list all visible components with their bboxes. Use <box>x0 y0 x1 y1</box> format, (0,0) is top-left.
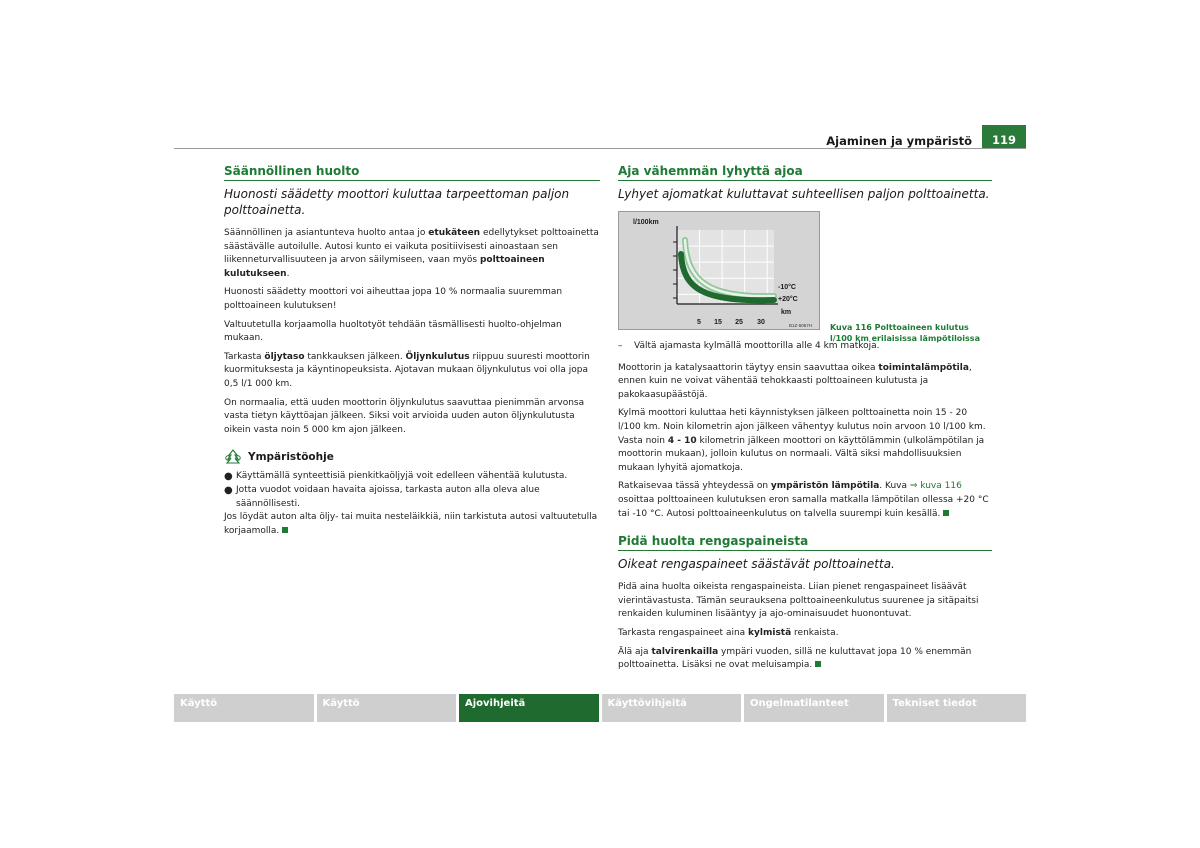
list-item-text: Käyttämällä synteettisiä pienkitkaöljyjä voit edelleen vähentää kulutusta. <box>236 471 568 482</box>
section-lead: Oikeat rengaspaineet säästävät polttoainetta. <box>618 557 895 572</box>
list-item-text: Jotta vuodot voidaan havaita ajoissa, tarkasta auton alla oleva alue säännöllisesti. <box>236 484 540 509</box>
paragraph <box>618 627 992 641</box>
list-continuation <box>224 511 600 538</box>
footer-tab-ongelmatilanteet[interactable]: Ongelmatilanteet <box>744 694 884 722</box>
bold-text: etukäteen <box>428 228 481 238</box>
paragraph: Huonosti säädetty moottori voi aiheuttaa jopa 10 % normaalia suuremman polttoaineen kulutuksen! <box>224 287 563 311</box>
text: Tarkasta <box>224 351 265 362</box>
dash-marker: – <box>618 341 623 351</box>
environment-note-header <box>224 449 600 465</box>
legend-label-cold: -10°C <box>778 284 796 291</box>
running-header: Ajaminen ja ympäristö <box>826 134 972 148</box>
chart-ticks <box>697 319 765 326</box>
bullet-icon: ● <box>224 484 233 496</box>
environment-note <box>224 449 600 538</box>
chart-ylabel: l/100km <box>633 219 659 226</box>
bullet-icon: ● <box>224 471 233 483</box>
bold-text: ympäristön lämpötila <box>770 481 880 492</box>
left-column <box>224 164 600 538</box>
chart-xlabel: km <box>781 309 792 316</box>
paragraph <box>618 480 992 521</box>
end-marker-icon <box>943 510 949 516</box>
paragraph <box>224 351 600 392</box>
figure-caption: Kuva 116 Polttoaineen kulutus l/100 km erilaisissa lämpötiloissa <box>830 323 980 343</box>
bold-text: toimintalämpötila <box>878 362 969 373</box>
text: . Kuva <box>879 481 910 492</box>
header-rule <box>174 148 1026 149</box>
bold-text: polttoaineen kulutukseen <box>224 255 545 279</box>
text: Tarkasta rengaspaineet aina <box>618 627 749 638</box>
section-title-tyre-pressure: Pidä huolta rengaspaineista <box>618 534 992 551</box>
footer-tab-ajovihjeita[interactable]: Ajovihjeitä <box>459 694 599 722</box>
section-title-maintenance: Säännöllinen huolto <box>224 164 600 181</box>
bold-text: kylmistä <box>748 627 792 638</box>
list-item-text: Vältä ajamasta kylmällä moottorilla alle 4 km matkoja. <box>634 341 880 351</box>
list-item <box>224 470 600 484</box>
figure-code: B1Z-5067H <box>789 323 813 328</box>
text: Jos löydät auton alta öljy- tai muita nesteläikkiä, niin tarkistuta autosi valtuutetulla korjaamolla. <box>224 512 598 536</box>
end-marker-icon <box>815 661 821 667</box>
x-tick-label: 30 <box>757 319 765 326</box>
paragraph: Pidä aina huolta oikeista rengaspaineista. Liian pienet rengaspaineet lisäävät vierintävastusta. Tämän seurauksena polttoaineenkulutus suurenee ja sitäpaitsi renkaiden kuluminen lisääntyy ja ajo-ominaisuudet huonontuvat. <box>618 582 979 620</box>
environment-icon <box>224 449 242 465</box>
list-item <box>224 484 600 511</box>
paragraph <box>618 407 992 475</box>
footer-tab-kaytto-1[interactable]: Käyttö <box>174 694 314 722</box>
text: Ratkaisevaa tässä yhteydessä on <box>618 481 771 492</box>
paragraph <box>618 362 992 403</box>
section-lead: Lyhyet ajomatkat kuluttavat suhteellisen paljon polttoainetta. <box>618 187 990 201</box>
footer-tab-tekniset-tiedot[interactable]: Tekniset tiedot <box>887 694 1027 722</box>
paragraph: On normaalia, että uuden moottorin öljynkulutus saavuttaa pienimmän arvonsa vasta tietyn käyttöajan jälkeen. Siksi voit arvioida uuden auton öljynkulutusta oikein vasta noin 5 000 km ajon jälkeen. <box>224 397 585 435</box>
bold-text: 4 - 10 <box>667 435 697 446</box>
text: . <box>286 268 290 279</box>
text: Säännöllinen ja asiantunteva huolto antaa jo <box>224 228 429 238</box>
bold-text: Öljynkulutus <box>405 351 470 362</box>
figure-fuel-consumption <box>618 211 820 330</box>
footer-tab-kayttovihjeita[interactable]: Käyttövihjeitä <box>602 694 742 722</box>
text: Moottorin ja katalysaattorin täytyy ensin saavuttaa oikea <box>618 362 879 373</box>
environment-note-title: Ympäristöohje <box>248 451 334 464</box>
bold-text: öljytaso <box>264 351 305 362</box>
text: , ennen kuin ne voivat vähentää tehokkaasti polttoaineen kulutusta ja pakokaasupäästöjä. <box>618 362 972 400</box>
text: riippuu suuresti moottorin kuormituksesta ja käyntinopeuksista. Ajotavan mukaan öljynkulutus voi olla jopa 0,5 l/1 000 km. <box>224 351 590 389</box>
section-title-short-trips: Aja vähemmän lyhyttä ajoa <box>618 164 992 181</box>
paragraph: Valtuutetulla korjaamolla huoltotyöt tehdään täsmällisesti huolto-ohjelman mukaan. <box>224 319 562 344</box>
x-tick-label: 25 <box>735 319 743 326</box>
text: kilometrin jälkeen moottori on käyttölämmin (ulkolämpötilan ja moottorin mukaan), jolloin kulutus on normaali. Vältä siksi mahdollisuuksien mukaan lyhyitä ajomatkoja. <box>618 435 985 473</box>
section-lead: Huonosti säädetty moottori kuluttaa tarpeettoman paljon polttoainetta. <box>224 187 570 217</box>
legend-label-warm: +20°C <box>778 296 798 303</box>
x-tick-label: 15 <box>714 319 722 326</box>
footer-nav <box>174 694 1026 722</box>
page-number: 119 <box>982 125 1026 149</box>
paragraph <box>618 646 992 673</box>
footer-tab-kaytto-2[interactable]: Käyttö <box>317 694 457 722</box>
end-marker-icon <box>282 527 288 533</box>
text: Kylmä moottori kuluttaa heti käynnistyksen jälkeen polttoainetta noin 15 - 20 l/100 km. Noin kilometrin ajon jälkeen vähentyy kulutus noin arvoon 10 l/100 km. Vasta noin <box>618 408 986 446</box>
text: osoittaa polttoaineen kulutuksen eron samalla matkalla lämpötilan ollessa +20 °C tai -10 °C. Autosi polttoaineenkulutus on talvella suurempi kuin kesällä. <box>618 494 989 519</box>
x-tick-label: 5 <box>697 319 701 326</box>
text: edellytykset polttoainetta säästävälle autoilulle. Autosi kunto ei vaikuta positiivisesti ainoastaan sen liikenneturvallisuuteen ja arvon säilymiseen, vaan myös <box>224 228 599 266</box>
text: Älä aja <box>618 646 652 657</box>
right-column <box>618 164 992 678</box>
paragraph <box>224 227 600 281</box>
figure-link[interactable]: ⇒ kuva 116 <box>909 481 962 492</box>
bold-text: talvirenkailla <box>651 646 719 657</box>
text: tankkauksen jälkeen. <box>304 351 406 362</box>
fuel-consumption-chart <box>619 212 819 329</box>
text: renkaista. <box>791 627 839 638</box>
text: ympäri vuoden, sillä ne kuluttavat jopa 10 % enemmän polttoainetta. Lisäksi ne ovat meluisampia. <box>618 646 972 671</box>
